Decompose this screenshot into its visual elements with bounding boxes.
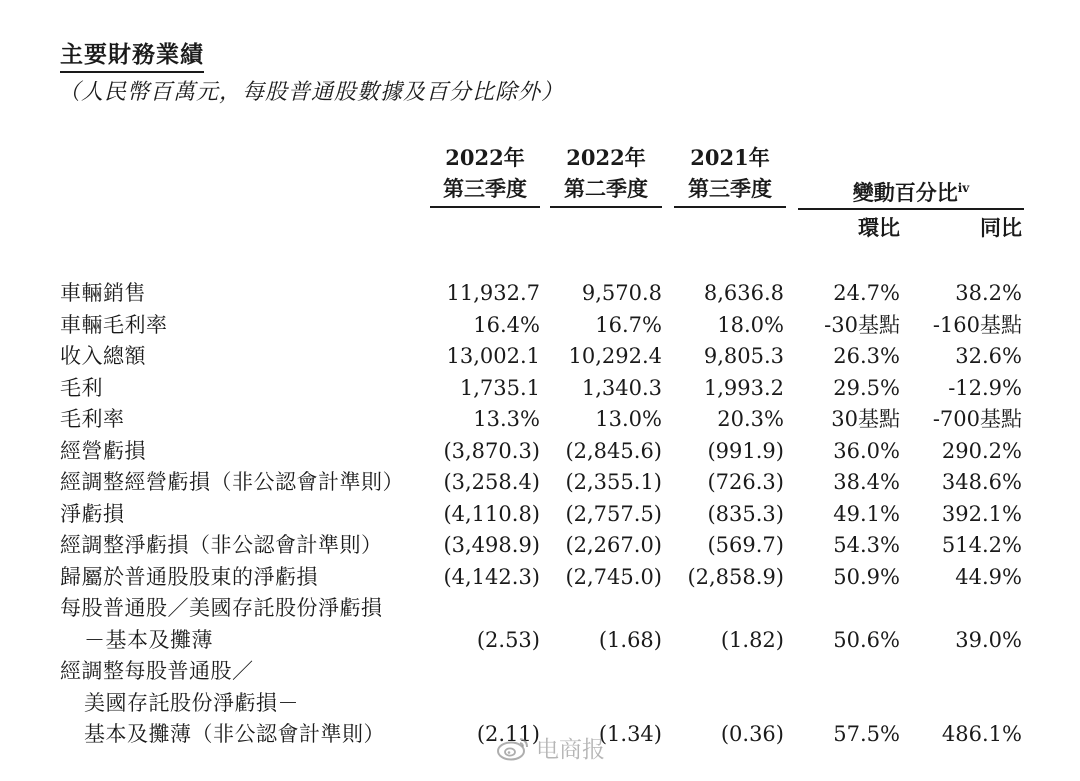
cell-value: 13.0% — [595, 407, 662, 431]
row-label: 車輛銷售 — [60, 281, 146, 305]
change-footnote-marker: iv — [957, 181, 970, 195]
cell-value: 13,002.1 — [446, 344, 540, 368]
cell-value: 39.0% — [955, 627, 1022, 652]
cell-value: 50.6% — [833, 627, 900, 652]
header-quarter: 第二季度 — [550, 173, 662, 208]
cell-value: (0.36) — [720, 722, 784, 746]
cell-value: 54.3% — [833, 533, 900, 557]
cell-value: 38.2% — [955, 281, 1022, 305]
cell-value: 49.1% — [833, 501, 900, 526]
cell-value: 44.9% — [955, 564, 1022, 589]
header-year: 2022年 — [566, 145, 646, 170]
cell-value: 10,292.4 — [568, 344, 662, 368]
row-label: 毛利 — [60, 375, 103, 400]
cell-value: 30基點 — [831, 407, 900, 431]
cell-value: (2,355.1) — [565, 470, 662, 494]
cell-value: (835.3) — [707, 501, 784, 526]
cell-value: 57.5% — [833, 722, 900, 746]
table-row — [0, 688, 1080, 720]
financial-table-body — [0, 278, 1080, 751]
table-row — [0, 562, 1080, 594]
cell-value: 38.4% — [833, 470, 900, 494]
cell-value: 16.7% — [595, 312, 662, 337]
row-label: 美國存託股份淨虧損－ — [84, 690, 299, 715]
cell-value: -30基點 — [824, 312, 900, 337]
table-row — [0, 373, 1080, 405]
cell-value: -700基點 — [932, 407, 1022, 431]
row-label: －基本及攤薄 — [84, 627, 213, 652]
table-row — [0, 404, 1080, 436]
header-q2-2022 — [550, 142, 662, 208]
cell-value: (3,870.3) — [443, 438, 540, 463]
cell-value: (2.11) — [476, 722, 540, 746]
weibo-icon — [496, 735, 530, 761]
table-row — [0, 310, 1080, 342]
row-label: 經營虧損 — [60, 438, 146, 463]
row-label: 每股普通股／美國存託股份淨虧損 — [60, 596, 383, 620]
cell-value: 18.0% — [717, 312, 784, 337]
row-label: 淨虧損 — [60, 501, 125, 526]
cell-value: 1,993.2 — [703, 375, 784, 400]
row-label: 基本及攤薄（非公認會計準則） — [84, 722, 385, 746]
header-qoq: 環比 — [858, 215, 900, 240]
watermark — [496, 731, 605, 764]
table-row — [0, 278, 1080, 310]
page-title: 主要財務業績 — [60, 40, 204, 73]
cell-value: (2,757.5) — [565, 501, 662, 526]
table-row — [0, 530, 1080, 562]
cell-value: (569.7) — [707, 533, 784, 557]
row-label: 經調整經營虧損（非公認會計準則） — [60, 470, 404, 494]
cell-value: (1.34) — [598, 722, 662, 746]
cell-value: (1.68) — [598, 627, 662, 652]
cell-value: (2,267.0) — [565, 533, 662, 557]
row-label: 車輛毛利率 — [60, 312, 168, 337]
cell-value: -12.9% — [948, 375, 1022, 400]
table-row — [0, 499, 1080, 531]
cell-value: (2,745.0) — [565, 564, 662, 589]
row-label: 歸屬於普通股股東的淨虧損 — [60, 564, 318, 589]
table-row — [0, 467, 1080, 499]
row-label: 經調整每股普通股／ — [60, 659, 254, 683]
cell-value: 11,932.7 — [446, 281, 540, 305]
cell-value: 9,805.3 — [703, 344, 784, 368]
page-subtitle: （人民幣百萬元，每股普通股數據及百分比除外） — [58, 80, 565, 105]
header-yoy: 同比 — [980, 215, 1022, 240]
cell-value: 13.3% — [473, 407, 540, 431]
header-quarter: 第三季度 — [674, 173, 786, 208]
cell-value: 1,340.3 — [581, 375, 662, 400]
row-label: 毛利率 — [60, 407, 125, 431]
cell-value: 29.5% — [833, 375, 900, 400]
cell-value: (4,110.8) — [443, 501, 540, 526]
header-year: 2022年 — [445, 145, 525, 170]
cell-value: 9,570.8 — [581, 281, 662, 305]
header-year: 2021年 — [690, 145, 770, 170]
cell-value: 1,735.1 — [459, 375, 540, 400]
cell-value: (3,258.4) — [443, 470, 540, 494]
header-quarter: 第三季度 — [430, 173, 540, 208]
cell-value: 24.7% — [833, 281, 900, 305]
cell-value: 16.4% — [473, 312, 540, 337]
header-q3-2021 — [674, 142, 786, 208]
cell-value: (4,142.3) — [443, 564, 540, 589]
cell-value: 486.1% — [941, 722, 1022, 746]
cell-value: (1.82) — [720, 627, 784, 652]
cell-value: -160基點 — [932, 312, 1022, 337]
cell-value: (2.53) — [476, 627, 540, 652]
cell-value: (726.3) — [707, 470, 784, 494]
cell-value: 514.2% — [941, 533, 1022, 557]
cell-value: 348.6% — [941, 470, 1022, 494]
cell-value: 392.1% — [941, 501, 1022, 526]
cell-value: (2,858.9) — [687, 564, 784, 589]
cell-value: 20.3% — [717, 407, 784, 431]
table-row — [0, 625, 1080, 657]
cell-value: (991.9) — [707, 438, 784, 463]
cell-value: 32.6% — [955, 344, 1022, 368]
table-row — [0, 436, 1080, 468]
table-row — [0, 341, 1080, 373]
cell-value: 26.3% — [833, 344, 900, 368]
table-row — [0, 593, 1080, 625]
table-row — [0, 656, 1080, 688]
row-label: 經調整淨虧損（非公認會計準則） — [60, 533, 383, 557]
change-header-label: 變動百分比 — [852, 180, 958, 205]
header-change-percent — [798, 173, 1024, 210]
header-q3-2022 — [430, 142, 540, 208]
cell-value: (2,845.6) — [565, 438, 662, 463]
cell-value: 50.9% — [833, 564, 900, 589]
cell-value: 290.2% — [941, 438, 1022, 463]
row-label: 收入總額 — [60, 344, 146, 368]
cell-value: (3,498.9) — [443, 533, 540, 557]
watermark-text: 电商报 — [536, 737, 605, 763]
cell-value: 8,636.8 — [703, 281, 784, 305]
cell-value: 36.0% — [833, 438, 900, 463]
